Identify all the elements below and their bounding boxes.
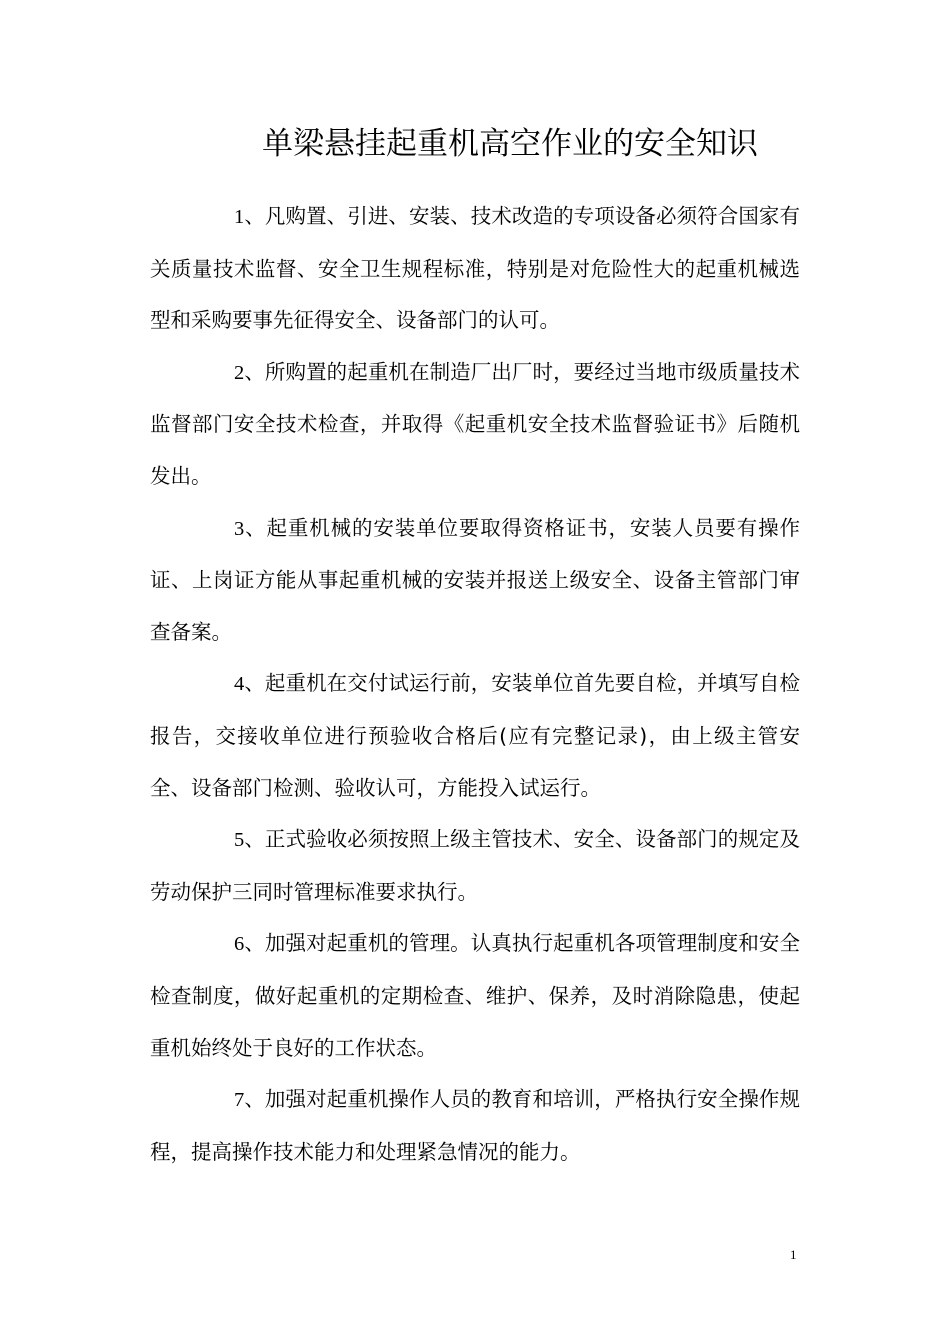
paragraph-2: [150, 347, 800, 503]
paragraph-7: [150, 1074, 800, 1178]
document-title: 单梁悬挂起重机高空作业的安全知识: [262, 126, 758, 162]
paragraph-5: [150, 814, 800, 918]
paragraph-number: 1: [234, 206, 245, 228]
document-body: [150, 191, 800, 1178]
paragraph-3: [150, 503, 800, 659]
paragraph-number: 7: [234, 1089, 245, 1112]
paragraph-text: 、加强对起重机的管理。认真执行起重机各项管理制度和安全检查制度，做好起重机的定期检查、维护、保养，及时消除隐患，使起重机始终处于良好的工作状态。: [150, 931, 800, 1060]
paragraph-number: 6: [234, 933, 245, 956]
paragraph-text: 、起重机在交付试运行前，安装单位首先要自检，并填写自检报告，交接收单位进行预验收合格后(应有完整记录)，由上级主管安全、设备部门检测、验收认可，方能投入试运行。: [150, 671, 800, 800]
paragraph-text: 、凡购置、引进、安装、技术改造的专项设备必须符合国家有关质量技术监督、安全卫生规程标准，特别是对危险性大的起重机械选型和采购要事先征得安全、设备部门的认可。: [150, 204, 800, 333]
paragraph-text: 、正式验收必须按照上级主管技术、安全、设备部门的规定及劳动保护三同时管理标准要求执行。: [150, 827, 800, 904]
paragraph-4: [150, 658, 800, 814]
paragraph-number: 2: [234, 361, 245, 384]
paragraph-text: 、起重机械的安装单位要取得资格证书，安装人员要有操作证、上岗证方能从事起重机械的安装并报送上级安全、设备主管部门审查备案。: [150, 515, 800, 644]
paragraph-number: 3: [234, 517, 245, 540]
page-number: 1: [790, 1247, 797, 1262]
paragraph-text: 、所购置的起重机在制造厂出厂时，要经过当地市级质量技术监督部门安全技术检查，并取得《起重机安全技术监督验证书》后随机发出。: [150, 359, 800, 488]
paragraph-number: 4: [234, 673, 245, 696]
paragraph-text: 、加强对起重机操作人员的教育和培训，严格执行安全操作规程，提高操作技术能力和处理紧急情况的能力。: [150, 1087, 800, 1164]
paragraph-1: [150, 191, 800, 347]
paragraph-number: 5: [234, 829, 245, 852]
paragraph-6: [150, 918, 800, 1074]
